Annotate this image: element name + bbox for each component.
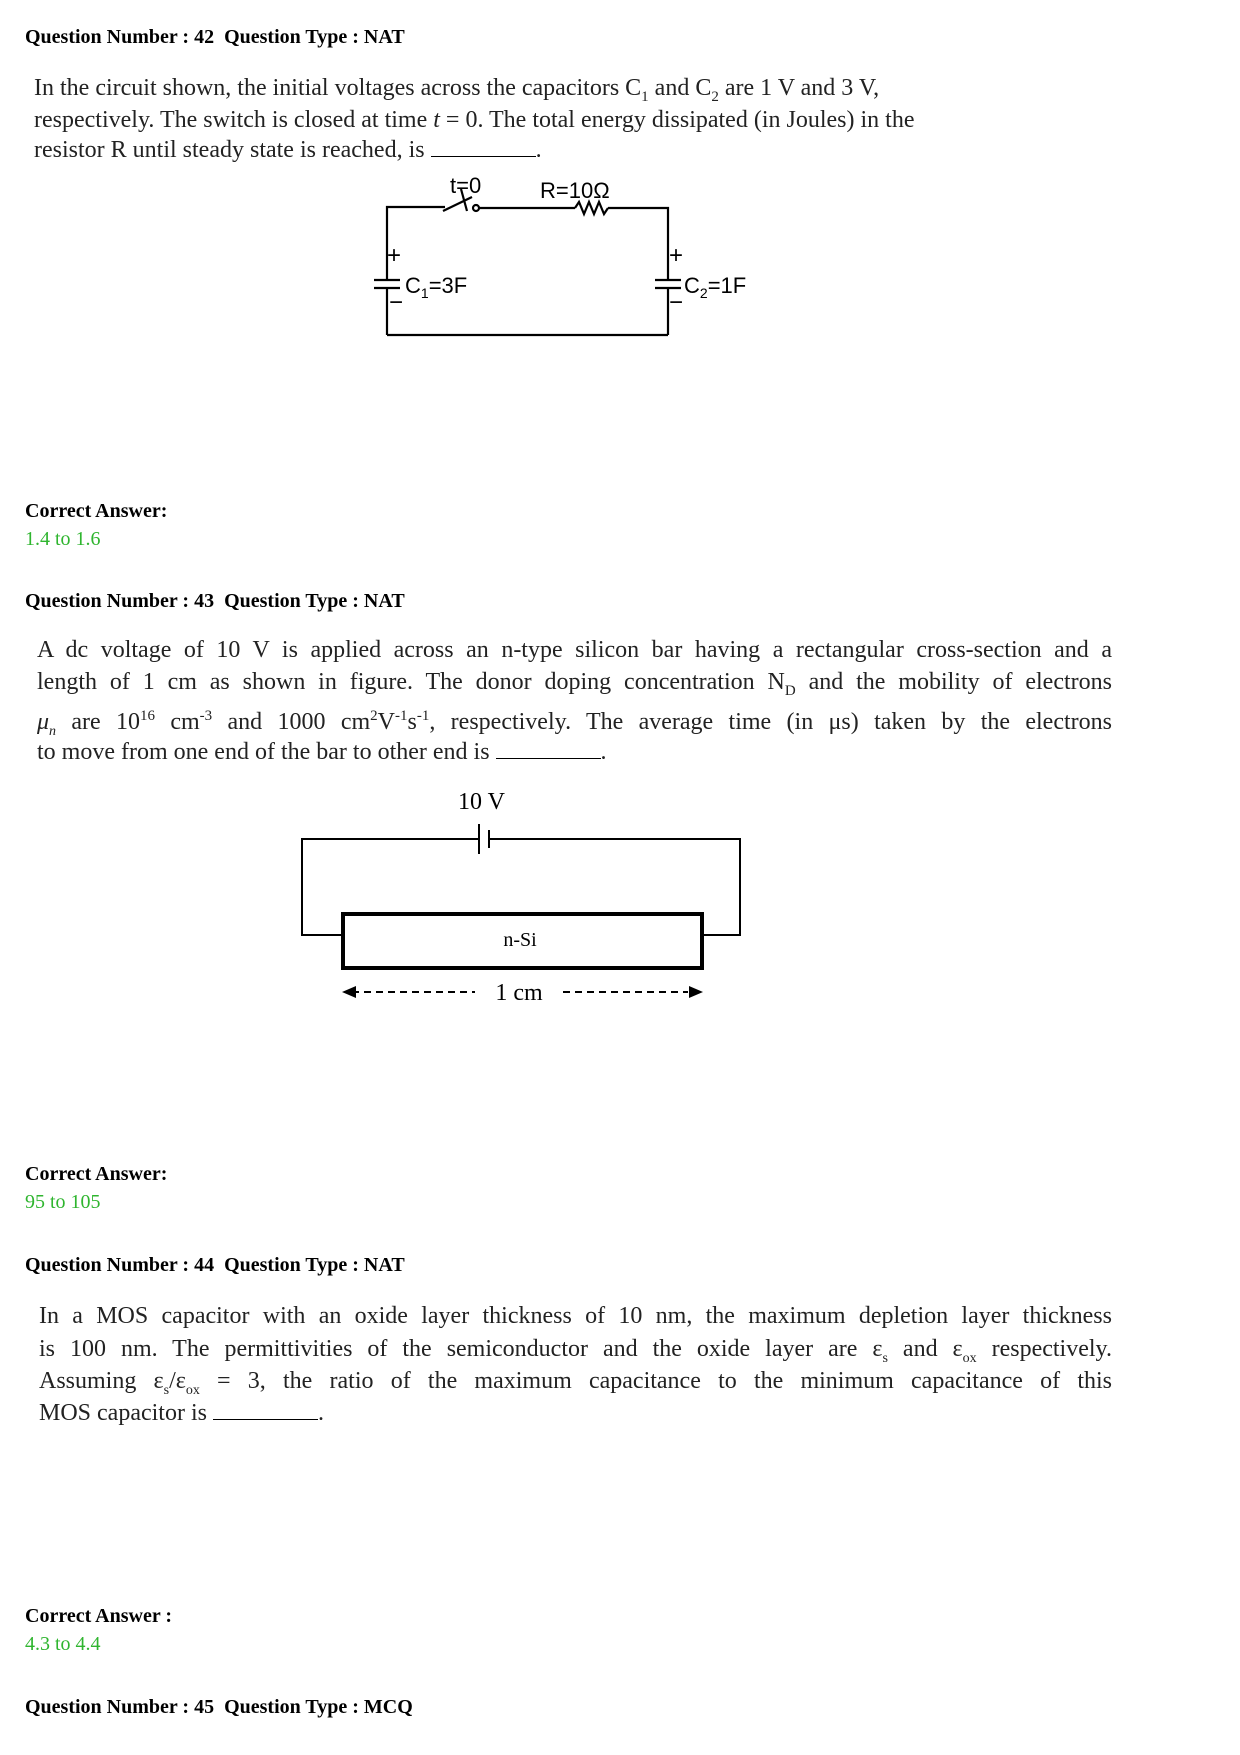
q43-answer-value: 95 to 105: [25, 1191, 101, 1213]
q44-answer-value: 4.3 to 4.4: [25, 1633, 101, 1655]
q43-line-3: $\mu_n$ are $10^{16}$ $cm^{-3}$ and 1000 $cm^2V^{-1}s^{-1}$, respectively. The average time (in μs) taken by the electrons: [37, 708, 1112, 739]
q43-line-1: A dc voltage of 10 V is applied across an n-type silicon bar having a rectangular cross-section and a: [37, 637, 1112, 663]
q44-line-2: is 100 nm. The permittivities of the semiconductor and the oxide layer are $\varepsilon_s$ and $\varepsilon_{ox}$ respectively.: [39, 1336, 1112, 1366]
q42-line-1: In the circuit shown, the initial voltages across the capacitors $C_1$ and $C_2$ are 1 V and 3 V,: [34, 75, 880, 105]
q44-line-1: In a MOS capacitor with an oxide layer thickness of 10 nm, the maximum depletion layer thickness: [39, 1303, 1112, 1329]
c2-minus: −: [669, 289, 684, 316]
question-43-header: Question Number : 43 Question Type : NAT: [25, 590, 405, 612]
q42-line-3: resistor R until steady state is reached, is .: [34, 137, 542, 163]
c1-minus: −: [389, 289, 404, 316]
question-44-header: Question Number : 44 Question Type : NAT: [25, 1254, 405, 1276]
c1-label: $C_1=3F$: [405, 273, 468, 301]
q43-answer-label: Correct Answer:: [25, 1163, 168, 1185]
question-43-text: [37, 634, 1112, 774]
question-44-text: [39, 1300, 1112, 1430]
q44-line-3: Assuming $\varepsilon_s/\varepsilon_{ox} = 3$, the ratio of the maximum capacitance to the minimum capacitance of this: [39, 1368, 1112, 1398]
length-label: 1 cm: [495, 980, 543, 1006]
c1-plus: +: [387, 242, 402, 269]
resistor-label: R=10Ω: [540, 178, 610, 203]
q42-circuit-diagram: [360, 175, 800, 355]
switch-label: t=0: [450, 175, 482, 198]
c2-plus: +: [669, 242, 684, 269]
q43-line-2: length of 1 cm as shown in figure. The donor doping concentration $N_D$ and the mobility of electrons: [37, 669, 1112, 699]
answer-blank: [496, 738, 601, 759]
c2-label: $C_2=1F$: [684, 273, 747, 301]
arrow-left-icon: [342, 986, 356, 998]
question-42-header: Question Number : 42 Question Type : NAT: [25, 26, 405, 48]
q44-line-4: MOS capacitor is .: [39, 1400, 324, 1426]
arrow-right-icon: [689, 986, 703, 998]
question-45-header: Question Number : 45 Question Type : MCQ: [25, 1696, 413, 1718]
q42-answer-label: Correct Answer:: [25, 500, 168, 522]
question-42-text: [34, 72, 1034, 172]
bar-label: n-Si: [503, 929, 537, 951]
q42-answer-value: 1.4 to 1.6: [25, 528, 101, 550]
q43-line-4: to move from one end of the bar to other end is .: [37, 739, 607, 765]
source-label: 10 V: [458, 789, 505, 815]
q43-bar-diagram: [290, 780, 770, 1010]
q44-answer-label: Correct Answer :: [25, 1605, 172, 1627]
answer-blank: [431, 136, 536, 157]
answer-blank: [213, 1399, 318, 1420]
q42-line-2: respectively. The switch is closed at time t = 0. The total energy dissipated (in Joules) in the: [34, 107, 915, 133]
